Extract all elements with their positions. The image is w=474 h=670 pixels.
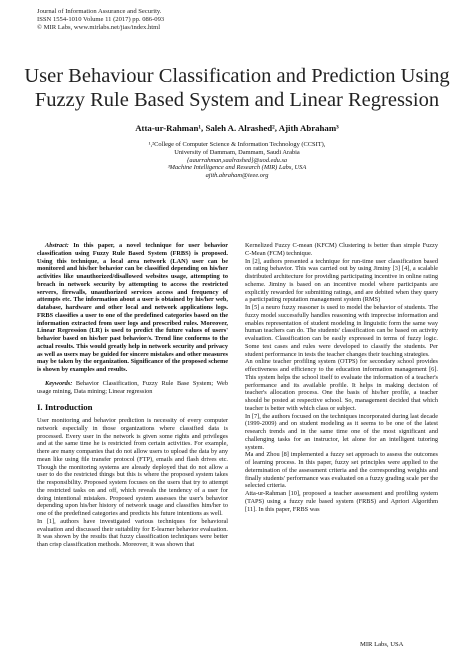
left-column	[37, 242, 228, 549]
intro-paragraph-2: In [1], authors have investigated various techniques for behavioral evaluation and discussed their suitability for E-learner behavior evaluation. It was shown by the results that fuzzy classification techniques were better than crisp classification methods. Moreover, it was shown that	[37, 517, 228, 548]
section-heading-introduction: I. Introduction	[37, 402, 93, 413]
journal-issn: ISSN 1554-1010 Volume 11 (2017) pp. 086-093	[37, 16, 165, 24]
right-paragraph-6: Ma and Zhou [8] implemented a fuzzy set approach to assess the outcomes of learning process. In this paper, fuzzy set principles were applied to the determination of the assessment criteria and the corresponding weights and finally students' performance was evaluated on a fuzzy grading scale per the selected criteria.	[245, 451, 438, 490]
keywords-label: Keywords:	[45, 379, 73, 387]
intro-paragraph-1: User monitoring and behavior prediction is necessity of every computer network especially in those organizations where classified data is processed. Every user in the network is given some rights and privileges and at the same time he is restricted from certain activities. For example, there are many companies that do not allow users to upload the data by any mean like using file transfer protocol (FTP), emails and flash drives etc. Though the monitoring systems are already deployed that do not allow a user to do the restricted things but this is where the proposed system takes the responsibility. Proposed system focuses on the users that try to attempt the restricted tasks on and off, which reveals the tendency of a user for doing intentional mistakes. Proposed system assesses the user's behavior depending upon his/her history of network usage and classifies him/her to one of the predefined categories and predicts his future intentions as well.	[37, 417, 228, 517]
affiliation-email-1: {aaurrahman,saalrashed}@uod.edu.sa	[186, 156, 288, 164]
title-line-2: Fuzzy Rule Based System and Linear Regression	[34, 89, 440, 111]
right-column	[245, 242, 438, 513]
abstract-text: In this paper, a novel technique for user behavior classification using Fuzzy Rule Based System (FRBS) is proposed. Using this technique, a local area network (LAN) user can be monitored and his/her behavior can be classified depending on his/her activities like unauthorized/disallowed websites usage, attempting to breach in network security by attempting to access the restricted servers, firewalls, unauthorized services access and frequency of attempts etc. The information about a user is obtained by his/her web, database, hardware and other local and network applications logs. FRBS classifies a user to one of the predefined categories based on the information extracted from user logs and prescribed rules. Moreover, Linear Regression (LR) is used to predict the future values of users' behavior based on his/her past behavior/s. Trend line conforms to the actual results. This would greatly help in network security and privacy as well as users may be guided for sincere mistakes and other measures may be taken by the organization. Significance of the proposed scheme is shown by examples and results.	[37, 242, 228, 373]
journal-header	[37, 8, 337, 33]
affiliation-line-1: ¹,²College of Computer Science & Information Technology (CCSIT),	[148, 141, 326, 148]
affiliations	[60, 141, 414, 180]
journal-url: © MIR Labs, www.mirlabs.net/jias/index.html	[37, 24, 161, 32]
right-paragraph-3: In [5] a neuro fuzzy reasoner is used to model the behavior of students. The fuzzy model successfully handles reasoning with imprecise information and enables representation of student modeling in linguistic form the same way human teachers can do. The students' classification can be based on activity evaluation. Classification can be easily expressed in terms of fuzzy logic. Some test cases and rules were developed to classify the students. Per student performance in tests the teacher changes their teaching strategies.	[245, 304, 438, 358]
right-paragraph-7: Atta-ur-Rahman [10], proposed a teacher assessment and profiling system (TAPS) using a fuzzy rule based system (FRBS) and Apriori Algorithm [11]. In this paper, FRBS was	[245, 490, 438, 513]
right-paragraph-5: In [7], the authors focused on the techniques incorporated during last decade (1999-2009) and on student modeling as it seems to be one of the latest research trends and in the same time one of the most significant and challenging tasks for an instructor, let alone for an intelligent tutoring system.	[245, 412, 438, 451]
right-paragraph-2: In [2], authors presented a technique for run-time user classification based on rating behavior. This was carried out by using Jiminy [3] [4], a scalable distributed architecture for providing participating incentive in online rating scheme. Jiminy is based on an incentive model where participants are explicitly rewarded for submitting ratings, and are debited when they query a participating reputation management system (RMS)	[245, 257, 438, 304]
affiliation-line-3: ³Machine Intelligence and Research (MIR) Labs, USA	[167, 164, 307, 172]
keywords-text: Behavior Classification, Fuzzy Rule Base System; Web usage mining, Data mining; Linear regression	[37, 379, 228, 395]
right-paragraph-4: An online teacher profiling system (OTPS) for secondary school provides effectiveness and efficiency to the education information management [6]. This system helps the school itself to evaluate the information of a teacher's performance and its available profile. It helps in making decision of teacher's allocation process. One the basis of his/her profile, a teacher should be posted at respective school. So, management decided that which teacher is better with which class or subject.	[245, 358, 438, 412]
page-footer: MIR Labs, USA	[360, 641, 404, 648]
keywords	[37, 380, 228, 396]
affiliation-email-2: ajith.abraham@ieee.org	[205, 172, 269, 180]
right-paragraph-1: Kernelized Fuzzy C-mean (KFCM) Clustering is better than simple Fuzzy C-Mean (FCM) technique.	[245, 242, 438, 257]
abstract-label: Abstract:	[45, 242, 69, 249]
affiliation-line-2: University of Dammam, Dammam, Saudi Arabia	[174, 148, 300, 156]
title-line-1: User Behaviour Classification and Prediction Using	[24, 65, 450, 87]
journal-name: Journal of Information Assurance and Security.	[37, 8, 162, 15]
abstract	[37, 242, 228, 374]
paper-title	[20, 64, 454, 112]
author-list: Atta-ur-Rahman¹, Saleh A. Alrashed², Ajith Abraham³	[135, 123, 339, 133]
